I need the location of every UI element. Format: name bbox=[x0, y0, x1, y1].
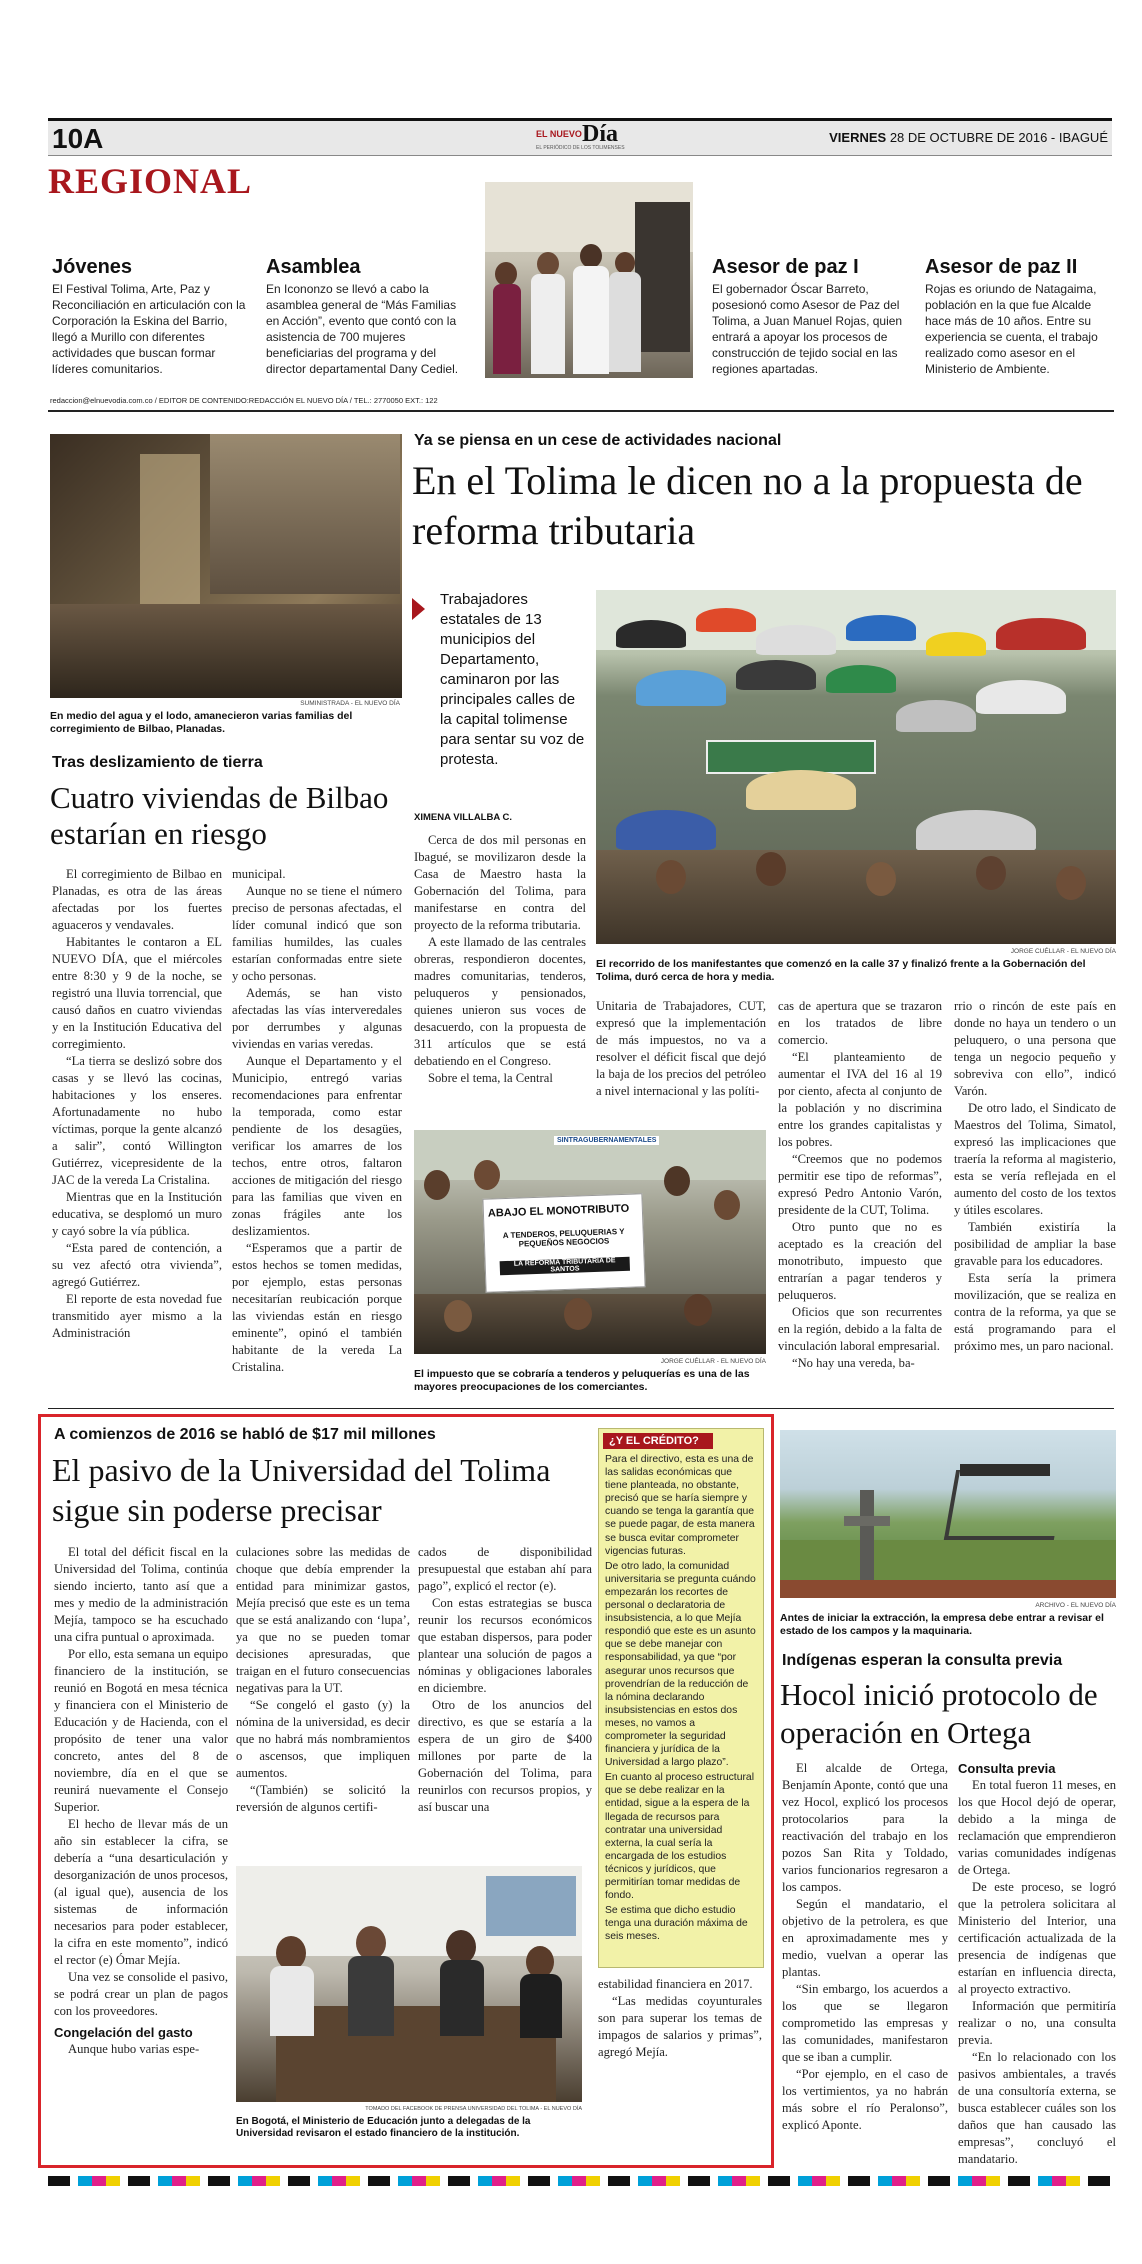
paragraph: Por ello, esta semana un equipo financiero de la institución, se reunió en Bogotá en mesa técnica y financiera con el Ministerio de Educación y de Hacienda, con el propósito de tener una valor concreto, antes del 8 de noviembre, día en el que se reunirá nuevamente el Consejo Superior. bbox=[54, 1647, 228, 1814]
issue-date bbox=[829, 130, 1108, 145]
protest-sign-2: A TENDEROS, PELUQUERIAS Y PEQUEÑOS NEGOCIOS bbox=[502, 1226, 625, 1249]
brief-title: Asesor de paz I bbox=[712, 256, 859, 278]
universidad-kicker: A comienzos de 2016 se habló de $17 mil millones bbox=[54, 1426, 436, 1443]
universidad-headline: El pasivo de la Universidad del Tolima sigue sin poderse precisar bbox=[52, 1452, 551, 1528]
bilbao-headline: Cuatro viviendas de Bilbao estarían en riesgo bbox=[50, 780, 389, 851]
protest-photo bbox=[596, 590, 1116, 944]
paragraph: Información que permitiría realizar o no, una consulta previa. bbox=[958, 1999, 1116, 2047]
protest-sign-1: ABAJO EL MONOTRIBUTO bbox=[488, 1202, 638, 1219]
paragraph: El corregimiento de Bilbao en Planadas, es otra de las áreas afectadas por los fuertes aguaceros y vendavales. bbox=[52, 867, 222, 932]
hocol-kicker: Indígenas esperan la consulta previa bbox=[782, 1652, 1063, 1669]
paragraph: “Creemos que no podemos permitir ese tipo de reformas”, expresó Pedro Antonio Varón, presidente de la CUT, Tolima. bbox=[778, 1152, 942, 1217]
paragraph: municipal. bbox=[232, 867, 286, 881]
universidad-subhead: Congelación del gasto bbox=[54, 2025, 193, 2040]
paragraph: A este llamado de las centrales obreras, respondieron docentes, madres comunitarias, tenderos, peluqueros y pensionados, quienes unieron sus voces de desacuerdo, con la propuesta de 311 artículos que se está debatiendo en el Congreso. bbox=[414, 935, 586, 1068]
universidad-photo-credit: TOMADO DEL FACEBOOK DE PRENSA UNIVERSIDAD DEL TOLIMA - EL NUEVO DÍA bbox=[365, 2106, 582, 2112]
reforma-author: XIMENA VILLALBA C. bbox=[414, 812, 512, 823]
logo-prefix: EL NUEVO bbox=[536, 129, 582, 139]
section-title: REGIONAL bbox=[48, 161, 253, 201]
reforma-column-1 bbox=[414, 832, 586, 1122]
paragraph: También existiría la posibilidad de ampliar la base gravable para los educadores. bbox=[954, 1220, 1116, 1268]
paragraph: El alcalde de Ortega, Benjamín Aponte, contó que una vez Hocol, explicó los procesos protocolarios para la reactivación del trabajo en los pozos San Rita y Toldado, varios funcionarios regresaron a los campos. bbox=[782, 1761, 948, 1894]
universidad-column-3 bbox=[418, 1544, 592, 1858]
registration-marks bbox=[48, 2176, 1114, 2186]
newspaper-logo bbox=[536, 123, 676, 155]
paragraph: En total fueron 11 meses, en los que Hocol dejó de operar, debido a la minga de reclamación que emprendieron varias comunidades indígenas de Ortega. bbox=[958, 1778, 1116, 1877]
paragraph: “Las medidas coyunturales son para superar los temas de impagos de salarios y primas”, agregó Mejía. bbox=[598, 1994, 762, 2059]
brief-asesor-paz-2 bbox=[925, 256, 1115, 377]
brief-jovenes bbox=[52, 256, 248, 377]
paragraph: Aunque el Departamento y el Municipio, entregó varias recomendaciones para enfrentar la temporada, como estar pendiente de los desagües, verificar los amarres de los techos, entre otros, faltaron acciones de mitigación del riesgo para las familias que viven en zonas frágiles ante los deslizamientos. bbox=[232, 1054, 402, 1238]
paragraph: Otro punto que no es aceptado es la creación del monotributo, impuesto que entrarían a pagar tenderos y peluqueros. bbox=[778, 1220, 942, 1302]
bilbao-photo-credit: SUMINISTRADA - EL NUEVO DÍA bbox=[300, 700, 400, 707]
universidad-column-3-end bbox=[598, 1976, 762, 2156]
brief-text: El gobernador Óscar Barreto, posesionó como Asesor de Paz del Tolima, a Juan Manuel Rojas, quien entrará a apoyar los procesos de construcción de tejido social en las regiones apartadas. bbox=[712, 282, 903, 376]
protest-photo-credit: JORGE CUÉLLAR - EL NUEVO DÍA bbox=[1010, 948, 1116, 955]
universidad-meeting-photo bbox=[236, 1866, 582, 2102]
oil-photo-credit: ARCHIVO - EL NUEVO DÍA bbox=[1035, 1602, 1116, 1609]
paragraph: rrio o rincón de este país en donde no haya un tendero o un peluquero, o una persona que tenga un negocio pequeño y sobreviva con ello”, indicó Varón. bbox=[954, 999, 1116, 1098]
monotributo-photo bbox=[414, 1130, 766, 1354]
credito-sidebar-title: ¿Y EL CRÉDITO? bbox=[603, 1433, 713, 1449]
bilbao-column-1 bbox=[52, 866, 222, 1410]
page-header bbox=[48, 118, 1112, 156]
paragraph: Una vez se consolide el pasivo, se podrá crear un plan de pagos con los proveedores. bbox=[54, 1970, 228, 2018]
logo-main: Día bbox=[582, 121, 618, 147]
brief-title: Asamblea bbox=[266, 256, 361, 278]
paragraph: El hecho de llevar más de un año sin establecer la cifra, se debería a “una desarticulación y desorganización de unos procesos, (al igual que), ausencia de los sistemas de información necesarios para poder establecer, la cifra en este momento”, indicó el rector (e) Ómar Mejía. bbox=[54, 1817, 228, 1967]
oil-field-photo bbox=[780, 1430, 1116, 1598]
banner-text: SINTRAGUBERNAMENTALES bbox=[554, 1136, 659, 1145]
hocol-column-1 bbox=[782, 1760, 948, 2140]
paragraph: culaciones sobre las medidas de choque que debía emprender la entidad para minimizar gastos, Mejía precisó que este es un tema que se está analizando con ‘lupa’, ya que no se pueden tomar decisiones apresuradas, que traigan en el futuro consecuencias negativas para la UT. bbox=[236, 1545, 410, 1695]
divider bbox=[48, 1408, 1114, 1409]
paragraph: “No hay una vereda, ba- bbox=[792, 1356, 915, 1370]
bilbao-column-2 bbox=[232, 866, 402, 1410]
reforma-kicker: Ya se piensa en un cese de actividades nacional bbox=[414, 432, 782, 449]
paragraph: Además, se han visto afectadas las vías interveredales por derrumbes y algunas viviendas en varias veredas. bbox=[232, 986, 402, 1051]
protest-caption: El recorrido de los manifestantes que comenzó en la calle 37 y finalizó frente a la Gobernación del Tolima, duró cerca de hora y media. bbox=[596, 958, 1086, 983]
date-rest: 28 DE OCTUBRE DE 2016 - IBAGUÉ bbox=[889, 130, 1108, 145]
paragraph: De este proceso, se logró que la petrolera solicitara al Ministerio del Interior, una certificación actualizada de la presencia de indígenas que estarían en influencia directa, al proyecto extractivo. bbox=[958, 1880, 1116, 1996]
oil-photo-caption: Antes de iniciar la extracción, la empresa debe entrar a revisar el estado de los campos y la maquinaria. bbox=[780, 1612, 1104, 1637]
paragraph: “Por ejemplo, en el caso de los vertimientos, ya no habrán más sobre el río Peralonso”, explicó Aponte. bbox=[782, 2067, 948, 2132]
contact-line: redaccion@elnuevodia.com.co / EDITOR DE CONTENIDO:REDACCIÓN EL NUEVO DÍA / TEL.: 2770050 EXT.: 122 bbox=[50, 396, 438, 405]
paragraph: “Esta pared de contención, a su vez afectó otra vivienda”, agregó Gutiérrez. bbox=[52, 1241, 222, 1289]
paragraph: “El planteamiento de aumentar el IVA del 16 al 19 por ciento, afecta al conjunto de la población y no discrimina entre los grandes capitalistas y los pobres. bbox=[778, 1050, 942, 1149]
briefs-photo bbox=[485, 182, 693, 378]
paragraph: estabilidad financiera en 2017. bbox=[598, 1977, 753, 1991]
paragraph: Para el directivo, esta es una de las salidas económicas que tiene planteada, no obstante, precisó que se haría siempre y cuando se tenga la garantía que se puede pagar, de esta manera se busca evitar comprometer vigencias futuras. bbox=[605, 1454, 755, 1557]
paragraph: Sobre el tema, la Central bbox=[428, 1071, 553, 1085]
hocol-headline: Hocol inició protocolo de operación en Ortega bbox=[780, 1677, 1098, 1750]
paragraph: Aunque no se tiene el número preciso de personas afectadas, el líder comunal indicó que son familias humildes, las cuales estarían conformadas entre siete y ocho personas. bbox=[232, 884, 402, 983]
brief-text: El Festival Tolima, Arte, Paz y Reconciliación en articulación con la Corporación la Eskina del Barrio, llegó a Murillo con diferentes actividades que buscan formar líderes comunitarios. bbox=[52, 282, 246, 376]
logo-tagline: EL PERIÓDICO DE LOS TOLIMENSES bbox=[536, 145, 625, 151]
paragraph: “(También) se solicitó la reversión de algunos certifi- bbox=[236, 1783, 410, 1814]
reforma-lead: Trabajadores estatales de 13 municipios del Departamento, caminaron por las principales calles de la capital tolimense para sentar su voz de protesta. bbox=[440, 591, 585, 768]
paragraph: El reporte de esta novedad fue transmitido ayer mismo a la Administración bbox=[52, 1292, 222, 1340]
paragraph: cas de apertura que se trazaron en los tratados de libre comercio. bbox=[778, 999, 942, 1047]
brief-title: Jóvenes bbox=[52, 256, 133, 278]
monotributo-photo-credit: JORGE CUÉLLAR - EL NUEVO DÍA bbox=[660, 1358, 766, 1365]
brief-text: En Icononzo se llevó a cabo la asamblea general de “Más Familias en Acción”, evento que contó con la asistencia de 700 mujeres beneficiarias del programa y del director departamental Dany Cediel. bbox=[266, 282, 459, 376]
paragraph: Oficios que son recurrentes en la región, debido a la falta de vinculación laboral empresarial. bbox=[778, 1305, 942, 1353]
paragraph: Se estima que dicho estudio tenga una duración máxima de seis meses. bbox=[605, 1905, 748, 1943]
paragraph: cados de disponibilidad presupuestal que estaban ahí para pago”, explicó el rector (e). bbox=[418, 1545, 592, 1593]
paragraph: Esta sería la primera movilización, que se realiza en contra de la reforma, ya que se está programando para el próximo mes, un paro nacional. bbox=[954, 1271, 1116, 1353]
hocol-subhead: Consulta previa bbox=[958, 1761, 1056, 1776]
paragraph: Habitantes le contaron a EL NUEVO DÍA, que el miércoles entre 8:30 y 9 de la noche, se registró una lluvia torrencial, que causó daños en cuatro viviendas y en la Institución Educativa del corregimiento. bbox=[52, 935, 222, 1051]
paragraph: Cerca de dos mil personas en Ibagué, se movilizaron desde la Casa de Maestro hasta la Gobernación del Tolima, para manifestarse en contra del proyecto de la reforma tributaria. bbox=[414, 833, 586, 932]
paragraph: De otro lado, la comunidad universitaria se pregunta cuándo empezarán los recortes de personal o declaratoria de insubsistencia, a lo que Mejía respondió que este es un asunto que se debe manejar con responsabilidad, ya que “por asegurar unos recursos que provendrían de la reducción de la nómina declarando insubsistencias en estos dos meses, no vamos a comprometer la seguridad financiera y jurídica de la Universidad a largo plazo”. bbox=[605, 1560, 756, 1769]
bilbao-kicker: Tras deslizamiento de tierra bbox=[52, 754, 263, 771]
protest-sign-3: LA REFORMA TRIBUTARIA DE SANTOS bbox=[500, 1257, 630, 1276]
reforma-column-4 bbox=[954, 998, 1116, 1398]
universidad-column-2 bbox=[236, 1544, 410, 1858]
bilbao-photo bbox=[50, 434, 402, 698]
credito-sidebar bbox=[598, 1428, 764, 1968]
paragraph: Aunque hubo varias espe- bbox=[68, 2042, 200, 2056]
paragraph: “Esperamos que a partir de estos hechos se tomen medidas, por ejemplo, estas personas necesitarían reubicación porque las viviendas están en riesgo eminente”, opinó el también habitante de la vereda La Cristalina. bbox=[232, 1241, 402, 1374]
brief-title: Asesor de paz II bbox=[925, 256, 1078, 278]
paragraph: Otro de los anuncios del directivo, es que se estaría a la espera de un giro de $400 millones por parte de la Gobernación del Tolima, para reunirlos con recursos propios, y así buscar una bbox=[418, 1698, 592, 1814]
paragraph: “Se congeló el gasto (y) la nómina de la universidad, es decir que no habrá más nombramientos o ascensos, que impliquen aumentos. bbox=[236, 1698, 410, 1780]
page-number: 10A bbox=[52, 123, 104, 154]
reforma-column-2 bbox=[596, 998, 766, 1122]
universidad-caption: En Bogotá, el Ministerio de Educación junto a delegadas de la Universidad revisaron el estado financiero de la institución. bbox=[236, 2116, 531, 2139]
reforma-headline: En el Tolima le dicen no a la propuesta de reforma tributaria bbox=[412, 458, 1083, 553]
paragraph: Con estas estrategias se busca reunir los recursos económicos que estaban dispersos, para poder plantear una solución de pagos a nóminas y obligaciones laborales en diciembre. bbox=[418, 1596, 592, 1695]
paragraph: Mientras que en la Institución educativa, se desplomó un muro y cayó sobre la vía pública. bbox=[52, 1190, 222, 1238]
paragraph: El total del déficit fiscal en la Universidad del Tolima, continúa siendo incierto, tanto así que a mes y medio de la administración Mejía, tampoco se ha escuchado una cifra puntual o aproximada. bbox=[54, 1545, 228, 1644]
reforma-column-3 bbox=[778, 998, 942, 1398]
credito-sidebar-body bbox=[599, 1453, 763, 1943]
monotributo-caption: El impuesto que se cobraría a tenderos y peluquerías es una de las mayores preocupaciones de los comerciantes. bbox=[414, 1368, 750, 1393]
universidad-column-1 bbox=[54, 1544, 228, 2156]
paragraph: En cuanto al proceso estructural que se debe realizar en la entidad, sigue a la espera de la llegada de recursos para contratar una universidad externa, la cual sería la encargada de los estudios técnicos y jurídicos, que permitirían tomar medidas de fondo. bbox=[605, 1772, 755, 1902]
divider bbox=[48, 410, 1114, 412]
bilbao-caption: En medio del agua y el lodo, amanecieron varias familias del corregimiento de Bilbao, Planadas. bbox=[50, 710, 353, 735]
date-day: VIERNES bbox=[829, 130, 887, 145]
paragraph: “Sin embargo, los acuerdos a los que se llegaron comprometido las empresas y las comunidades, manifestaron que se iban a cumplir. bbox=[782, 1982, 948, 2064]
brief-asamblea bbox=[266, 256, 462, 377]
paragraph: Según el mandatario, el objetivo de la petrolera, es que en aproximadamente mes y medio, vuelvan a operar las plantas. bbox=[782, 1897, 948, 1979]
brief-text: Rojas es oriundo de Natagaima, población en la que fue Alcalde hace más de 10 años. Entre su experiencia se cuenta, el trabajo realizado como asesor en el Ministerio de Ambiente. bbox=[925, 282, 1098, 376]
paragraph: “La tierra se deslizó sobre dos casas y se llevó las cocinas, habitaciones y los enseres. Afortunadamente no hubo víctimas, porque la gente alcanzó a salir”, contó Willington Gutiérrez, vicepresidente de la JAC de la vereda La Cristalina. bbox=[52, 1054, 222, 1187]
paragraph: De otro lado, el Sindicato de Maestros del Tolima, Simatol, expresó las implicaciones que traería la reforma al magisterio, esta se vería reflejada en el aumento del costo de los textos y útiles escolares. bbox=[954, 1101, 1116, 1217]
brief-asesor-paz-1 bbox=[712, 256, 907, 377]
paragraph: “En lo relacionado con los pasivos ambientales, a través de una consultoría externa, se busca establecer cuáles son los daños que han causado las empresas”, concluyó el mandatario. bbox=[958, 2050, 1116, 2166]
paragraph: Unitaria de Trabajadores, CUT, expresó que la implementación de más impuestos, no va a resolver el déficit fiscal que dejó la baja de los precios del petróleo a nivel internacional y las políti- bbox=[596, 999, 766, 1098]
lead-marker bbox=[412, 598, 425, 620]
hocol-column-2 bbox=[958, 1760, 1116, 2166]
